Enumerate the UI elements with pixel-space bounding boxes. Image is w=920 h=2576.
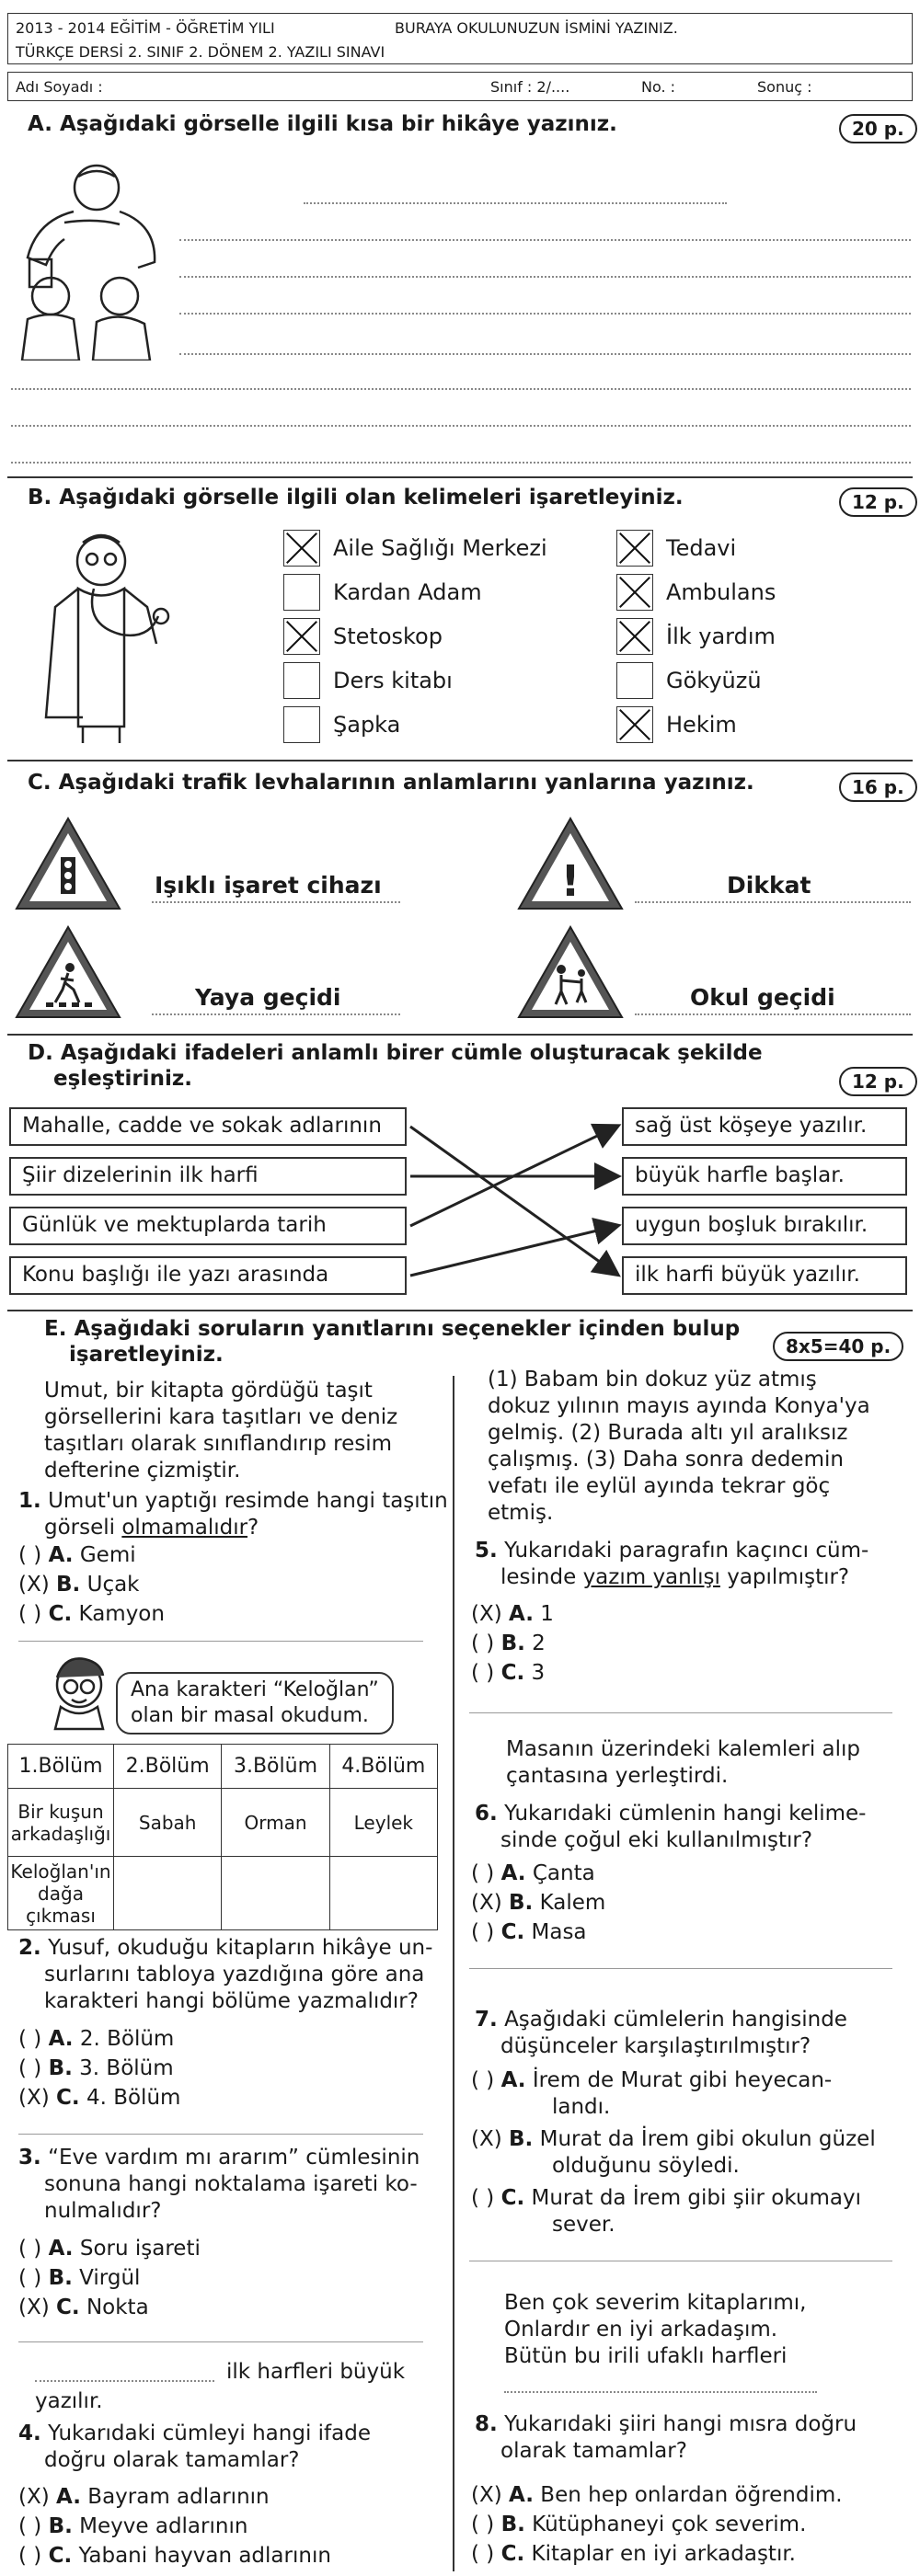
- sign-answer-2[interactable]: Dikkat: [727, 872, 811, 899]
- q4-option-c[interactable]: ( ) C. Yabani hayvan adlarının: [18, 2544, 331, 2568]
- table-cell: Orman: [222, 1789, 329, 1857]
- table-cell[interactable]: [114, 1857, 222, 1930]
- traffic-light-sign-icon: [13, 813, 123, 914]
- student-info-bar: [7, 72, 913, 101]
- school-year: 2013 - 2014 EĞİTİM - ÖĞRETİM YILI: [16, 19, 275, 37]
- school-name: BURAYA OKULUNUZUN İSMİNİ YAZINIZ.: [395, 19, 678, 37]
- q4-option-b[interactable]: ( ) B. Meyve adlarının: [18, 2514, 248, 2538]
- checkbox-ambulans[interactable]: [616, 574, 653, 611]
- q4-sentence: ilk harfleri büyük: [226, 2360, 406, 2384]
- story-line-5[interactable]: [179, 353, 911, 355]
- q5-paragraph: (1) Babam bin dokuz yüz atmış dokuz yılının mayıs ayında Konya'ya gelmiş. (2) Burada altı yıl aralıksız çalışmış. (3) Daha sonra dedemin vefatı ile eylül ayında tekrar göç etmiş.: [488, 1368, 870, 1525]
- table-header: 1.Bölüm: [8, 1745, 114, 1789]
- checkbox-aile-sagligi[interactable]: [283, 530, 320, 567]
- answer-line: [635, 1013, 911, 1015]
- sign-answer-1[interactable]: Işıklı işaret cihazı: [155, 872, 382, 899]
- doctor-illustration: [28, 524, 193, 745]
- story-line-8[interactable]: [11, 462, 911, 464]
- story-line-7[interactable]: [11, 425, 911, 427]
- option-label: Şapka: [333, 712, 401, 738]
- section-b-title: B. Aşağıdaki görselle ilgili olan kelimeleri işaretleyiniz.: [28, 486, 684, 509]
- q7-stem: 7. Aşağıdaki cümlelerin hangisinde düşünceler karşılaştırılmıştır?: [475, 2008, 847, 2058]
- table-cell: Bir kuşun arkadaşlığı: [8, 1789, 114, 1857]
- q6-option-c[interactable]: ( ) C. Masa: [471, 1920, 587, 1944]
- table-cell: Keloğlan'ın dağa çıkması: [8, 1857, 114, 1930]
- q1-option-a[interactable]: ( ) A. Gemi: [18, 1543, 136, 1567]
- q5-option-c[interactable]: ( ) C. 3: [471, 1661, 546, 1685]
- story-elements-table: [7, 1744, 438, 1930]
- question-separator: [18, 2134, 423, 2135]
- match-right-4[interactable]: ilk harfi büyük yazılır.: [622, 1256, 907, 1295]
- column-divider: [453, 1376, 454, 2571]
- checkbox-stetoskop[interactable]: [283, 618, 320, 655]
- option-label: Tedavi: [666, 535, 737, 561]
- match-left-2[interactable]: Şiir dizelerinin ilk harfi: [9, 1157, 407, 1196]
- divider: [7, 760, 913, 761]
- checkbox-tedavi[interactable]: [616, 530, 653, 567]
- q1-option-c[interactable]: ( ) C. Kamyon: [18, 1602, 165, 1626]
- match-left-1[interactable]: Mahalle, cadde ve sokak adlarının: [9, 1107, 407, 1146]
- checkbox-kardan-adam[interactable]: [283, 574, 320, 611]
- section-d-title-line2: eşleştiriniz.: [53, 1067, 192, 1091]
- q2-option-c[interactable]: (X) C. 4. Bölüm: [18, 2086, 181, 2110]
- fill-blank-line[interactable]: [35, 2380, 214, 2382]
- q6-option-b[interactable]: (X) B. Kalem: [471, 1891, 606, 1915]
- q3-option-c[interactable]: (X) C. Nokta: [18, 2296, 149, 2319]
- child-story-illustration: [9, 158, 166, 361]
- match-right-2[interactable]: büyük harfle başlar.: [622, 1157, 907, 1196]
- section-d-points: 12 p.: [839, 1067, 917, 1096]
- answer-line: [152, 1013, 400, 1015]
- match-right-1[interactable]: sağ üst köşeye yazılır.: [622, 1107, 907, 1146]
- q3-stem: 3. “Eve vardım mı ararım” cümlesinin sonuna hangi noktalama işareti ko- nulmalıdır?: [18, 2146, 420, 2223]
- answer-line: [152, 901, 400, 903]
- section-a-title: A. Aşağıdaki görselle ilgili kısa bir hikâye yazınız.: [28, 112, 617, 136]
- section-e-points: 8x5=40 p.: [773, 1332, 903, 1361]
- q8-poem: Ben çok severim kitaplarımı, Onlardır en iyi arkadaşım. Bütün bu irili ufaklı harfleri: [504, 2291, 807, 2368]
- table-cell: Sabah: [114, 1789, 222, 1857]
- q7-option-b[interactable]: (X) B. Murat da İrem gibi okulun güzel olduğunu söyledi.: [471, 2127, 876, 2178]
- matching-lines: [0, 1094, 920, 1306]
- q1-option-b[interactable]: (X) B. Uçak: [18, 1573, 140, 1597]
- divider: [7, 476, 913, 478]
- exam-header: [7, 13, 913, 64]
- question-separator: [18, 2341, 423, 2342]
- table-header: 2.Bölüm: [114, 1745, 222, 1789]
- question-separator: [469, 1968, 892, 1969]
- option-label: Gökyüzü: [666, 668, 762, 693]
- q2-option-a[interactable]: ( ) A. 2. Bölüm: [18, 2027, 175, 2051]
- name-field-label[interactable]: Adı Soyadı :: [16, 78, 103, 96]
- table-header: 4.Bölüm: [329, 1745, 437, 1789]
- option-label: Stetoskop: [333, 624, 443, 649]
- result-field-label[interactable]: Sonuç :: [757, 78, 812, 96]
- match-left-3[interactable]: Günlük ve mektuplarda tarih: [9, 1207, 407, 1245]
- q3-option-b[interactable]: ( ) B. Virgül: [18, 2266, 141, 2290]
- speech-bubble: Ana karakteri “Keloğlan” olan bir masal okudum.: [116, 1672, 394, 1735]
- table-cell[interactable]: [329, 1857, 437, 1930]
- q4-option-a[interactable]: (X) A. Bayram adlarının: [18, 2485, 270, 2509]
- q7-option-c[interactable]: ( ) C. Murat da İrem gibi şiir okumayı sever.: [471, 2186, 862, 2237]
- warning-sign-icon: [515, 813, 626, 914]
- question-separator: [469, 1712, 892, 1713]
- section-a-points: 20 p.: [839, 114, 917, 143]
- checkbox-hekim[interactable]: [616, 706, 653, 743]
- q5-option-a[interactable]: (X) A. 1: [471, 1602, 554, 1626]
- boy-avatar: [42, 1650, 116, 1733]
- sign-answer-3[interactable]: Yaya geçidi: [195, 984, 341, 1011]
- q8-option-a[interactable]: (X) A. Ben hep onlardan öğrendim.: [471, 2483, 843, 2507]
- q7-option-a[interactable]: ( ) A. İrem de Murat gibi heyecan- landı.: [471, 2068, 833, 2119]
- match-right-3[interactable]: uygun boşluk bırakılır.: [622, 1207, 907, 1245]
- checkbox-ilk-yardim[interactable]: [616, 618, 653, 655]
- story-line-2[interactable]: [179, 239, 911, 241]
- q5-stem: 5. Yukarıdaki paragrafın kaçıncı cüm- lesinde yazım yanlışı yapılmıştır?: [475, 1539, 869, 1589]
- exclamation-mark: !: [560, 856, 581, 906]
- number-field-label[interactable]: No. :: [641, 78, 676, 96]
- option-label: Aile Sağlığı Merkezi: [333, 535, 547, 561]
- match-left-4[interactable]: Konu başlığı ile yazı arasında: [9, 1256, 407, 1295]
- q2-option-b[interactable]: ( ) B. 3. Bölüm: [18, 2056, 174, 2080]
- story-line-4[interactable]: [179, 313, 911, 315]
- q2-stem: 2. Yusuf, okuduğu kitapların hikâye un- surlarını tabloya yazdığına göre ana karakteri hangi bölüme yazmalıdır?: [18, 1936, 433, 2013]
- section-b-points: 12 p.: [839, 487, 917, 517]
- option-label: Ambulans: [666, 579, 776, 605]
- question-separator: [18, 1641, 423, 1642]
- q8-option-c[interactable]: ( ) C. Kitaplar en iyi arkadaştır.: [471, 2542, 796, 2566]
- poem-blank-line[interactable]: [504, 2391, 817, 2393]
- q4-sentence-end: yazılır.: [35, 2389, 103, 2413]
- sign-answer-4[interactable]: Okul geçidi: [690, 984, 835, 1011]
- table-header: 3.Bölüm: [222, 1745, 329, 1789]
- class-field-label[interactable]: Sınıf : 2/....: [490, 78, 570, 96]
- section-e-title-line1: E. Aşağıdaki soruların yanıtlarını seçenekler içinden bulup: [44, 1317, 741, 1341]
- q5-option-b[interactable]: ( ) B. 2: [471, 1631, 546, 1655]
- checkbox-ders-kitabi[interactable]: [283, 662, 320, 699]
- story-line-1[interactable]: [304, 202, 727, 204]
- option-label: İlk yardım: [666, 624, 776, 649]
- checkbox-sapka[interactable]: [283, 706, 320, 743]
- answer-line: [635, 901, 911, 903]
- q1-context: Umut, bir kitapta gördüğü taşıt görsellerini kara taşıtları ve deniz taşıtları olarak sınıflandırıp resim defterine çizmiştir.: [44, 1379, 398, 1483]
- section-e-title-line2: işaretleyiniz.: [69, 1343, 224, 1367]
- divider: [7, 1034, 913, 1036]
- table-cell: Leylek: [329, 1789, 437, 1857]
- option-label: Hekim: [666, 712, 737, 738]
- checkbox-gokyuzu[interactable]: [616, 662, 653, 699]
- q4-stem: 4. Yukarıdaki cümleyi hangi ifade doğru olarak tamamlar?: [18, 2421, 371, 2472]
- story-line-3[interactable]: [179, 276, 911, 278]
- q6-stem: 6. Yukarıdaki cümlenin hangi kelime- sinde çoğul eki kullanılmıştır?: [475, 1802, 867, 1852]
- pedestrian-crossing-sign-icon: [13, 922, 123, 1023]
- option-label: Ders kitabı: [333, 668, 453, 693]
- option-label: Kardan Adam: [333, 579, 482, 605]
- exam-course: TÜRKÇE DERSİ 2. SINIF 2. DÖNEM 2. YAZILI SINAVI: [16, 43, 385, 61]
- q1-stem: 1. Umut'un yaptığı resimde hangi taşıtın görseli olmamalıdır?: [18, 1489, 448, 1540]
- school-crossing-sign-icon: [515, 922, 626, 1023]
- section-c-points: 16 p.: [839, 773, 917, 802]
- divider: [7, 1310, 913, 1311]
- q8-stem: 8. Yukarıdaki şiiri hangi mısra doğru olarak tamamlar?: [475, 2412, 857, 2463]
- q3-option-a[interactable]: ( ) A. Soru işareti: [18, 2237, 201, 2261]
- section-d-title-line1: D. Aşağıdaki ifadeleri anlamlı birer cümle oluşturacak şekilde: [28, 1041, 763, 1065]
- q6-sentence: Masanın üzerindeki kalemleri alıp çantasına yerleştirdi.: [506, 1737, 860, 1788]
- q8-option-b[interactable]: ( ) B. Kütüphaneyi çok severim.: [471, 2513, 807, 2536]
- section-c-title: C. Aşağıdaki trafik levhalarının anlamlarını yanlarına yazınız.: [28, 771, 754, 795]
- q6-option-a[interactable]: ( ) A. Çanta: [471, 1861, 595, 1885]
- story-line-6[interactable]: [11, 388, 911, 390]
- table-cell[interactable]: [222, 1857, 329, 1930]
